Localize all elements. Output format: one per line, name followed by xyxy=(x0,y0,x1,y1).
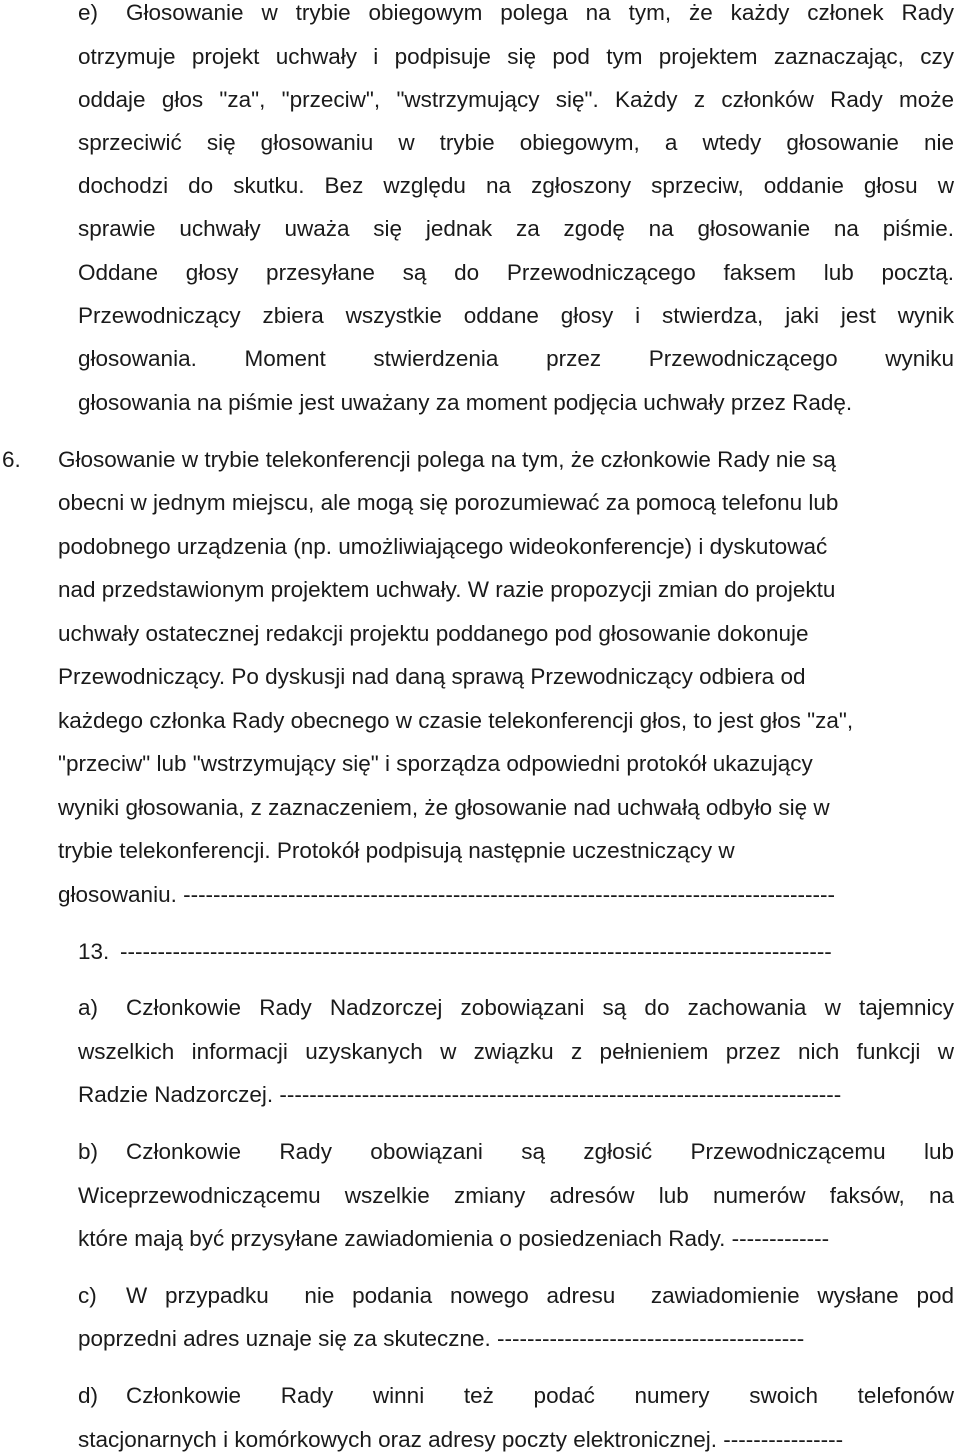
item-marker-a: a) xyxy=(78,995,99,1020)
paragraph-line: oddaje głos "za", "przeciw", "wstrzymujący się". Każdy z członków Rady może xyxy=(78,87,954,112)
paragraph-line: Oddane głosy przesyłane są do Przewodniczącego faksem lub pocztą. xyxy=(78,260,954,285)
paragraph-line: W przypadku nie podania nowego adresu zawiadomienie wysłane pod xyxy=(126,1283,954,1308)
paragraph-line: głosowania. Moment stwierdzenia przez Przewodniczącego wyniku xyxy=(78,346,954,371)
paragraph-line: Wiceprzewodniczącemu wszelkie zmiany adresów lub numerów faksów, na xyxy=(78,1183,954,1208)
item-marker-6: 6. xyxy=(2,447,21,472)
paragraph-line: dochodzi do skutku. Bez względu na zgłoszony sprzeciw, oddanie głosu w xyxy=(78,173,954,198)
paragraph-line: trybie telekonferencji. Protokół podpisują następnie uczestniczący w xyxy=(58,838,735,863)
paragraph-line: sprzeciwić się głosowaniu w trybie obiegowym, a wtedy głosowanie nie xyxy=(78,130,954,155)
paragraph-line: Przewodniczący zbiera wszystkie oddane głosy i stwierdza, jaki jest wynik xyxy=(78,303,954,328)
paragraph-line: Głosowanie w trybie telekonferencji polega na tym, że członkowie Rady nie są xyxy=(58,447,836,472)
paragraph-line: które mają być przysyłane zawiadomienia o posiedzeniach Rady. ------------- xyxy=(78,1228,830,1251)
paragraph-line: wyniki głosowania, z zaznaczeniem, że głosowanie nad uchwałą odbyło się w xyxy=(58,795,830,820)
paragraph-line: "przeciw" lub "wstrzymujący się" i sporządza odpowiedni protokół ukazujący xyxy=(58,751,813,776)
paragraph-line: Przewodniczący. Po dyskusji nad daną sprawą Przewodniczący odbiera od xyxy=(58,664,806,689)
item-marker-e: e) xyxy=(78,0,99,25)
paragraph-line: Członkowie Rady Nadzorczej zobowiązani są do zachowania w tajemnicy xyxy=(126,995,954,1020)
paragraph-line: obecni w jednym miejscu, ale mogą się porozumiewać za pomocą telefonu lub xyxy=(58,490,839,515)
paragraph-line: Członkowie Rady obowiązani są zgłosić Przewodniczącemu lub xyxy=(126,1139,954,1164)
paragraph-line: Radzie Nadzorczej. --------------------------------------------------------------------------- xyxy=(78,1084,842,1107)
paragraph-line: stacjonarnych i komórkowych oraz adresy poczty elektronicznej. ---------------- xyxy=(78,1429,844,1452)
paragraph-line: uchwały ostatecznej redakcji projektu poddanego pod głosowanie dokonuje xyxy=(58,621,809,646)
paragraph-line: Głosowanie w trybie obiegowym polega na tym, że każdy członek Rady xyxy=(126,0,954,25)
item-marker-c: c) xyxy=(78,1283,97,1308)
paragraph-line: sprawie uchwały uważa się jednak za zgodę na głosowanie na piśmie. xyxy=(78,216,954,241)
paragraph-line: każdego członka Rady obecnego w czasie telekonferencji głos, to jest głos "za", xyxy=(58,708,854,733)
item-marker-d: d) xyxy=(78,1383,99,1408)
paragraph-line: nad przedstawionym projektem uchwały. W razie propozycji zmian do projektu xyxy=(58,577,836,602)
paragraph-line: wszelkich informacji uzyskanych w związku z pełnieniem przez nich funkcji w xyxy=(78,1039,954,1064)
paragraph-line: podobnego urządzenia (np. umożliwiającego wideokonferencje) i dyskutować xyxy=(58,534,828,559)
paragraph-line: poprzedni adres uznaje się za skuteczne. ----------------------------------------- xyxy=(78,1328,805,1351)
section-number-13: 13. xyxy=(78,939,110,964)
paragraph-line: Członkowie Rady winni też podać numery swoich telefonów xyxy=(126,1383,954,1408)
paragraph-line: głosowaniu. --------------------------------------------------------------------------------------- xyxy=(58,884,835,907)
item-marker-b: b) xyxy=(78,1139,99,1164)
separator-dashes: ----------------------------------------------------------------------------------------------- xyxy=(120,941,832,964)
paragraph-line: otrzymuje projekt uchwały i podpisuje się pod tym projektem zaznaczając, czy xyxy=(78,44,954,69)
paragraph-line: głosowania na piśmie jest uważany za moment podjęcia uchwały przez Radę. xyxy=(78,390,853,415)
